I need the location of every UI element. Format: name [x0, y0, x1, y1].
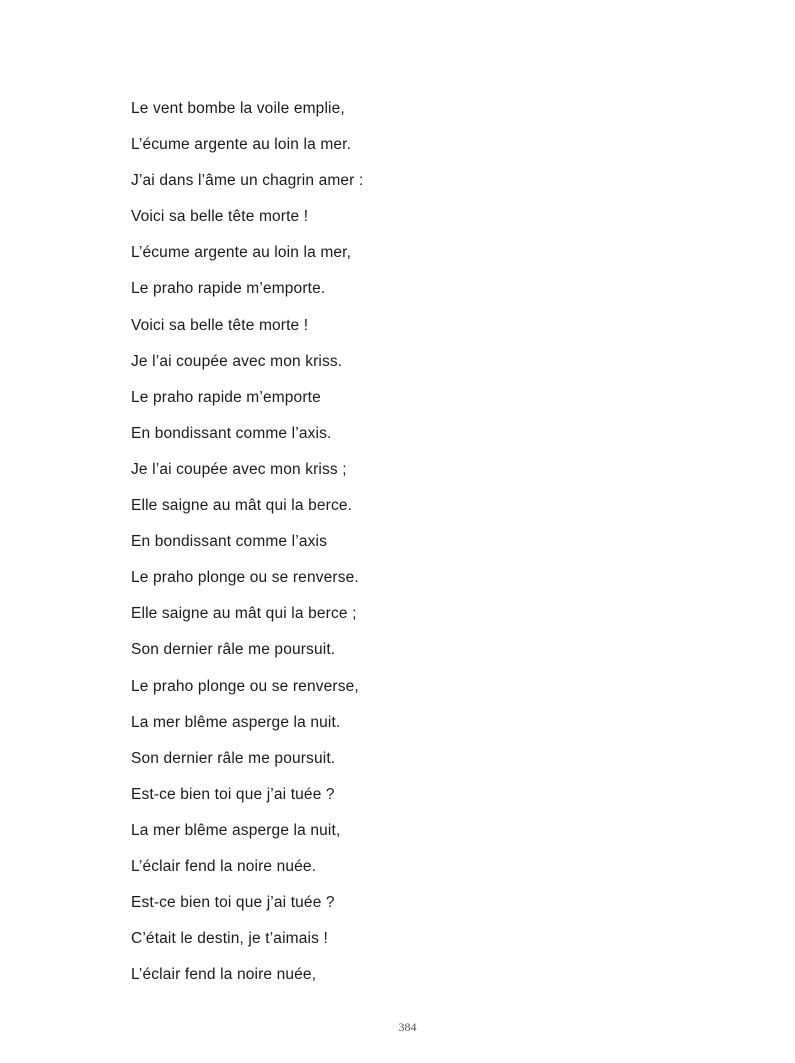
poem-line: Voici sa belle tête morte !: [131, 316, 309, 334]
poem-line: Elle saigne au mât qui la berce.: [131, 497, 353, 515]
poem-line: Je l’ai coupée avec mon kriss ;: [131, 460, 347, 478]
poem-line: L’écume argente au loin la mer,: [131, 244, 352, 262]
poem-stanza: [131, 97, 363, 999]
poem-line: Voici sa belle tête morte !: [131, 208, 309, 226]
poem-line: C’était le destin, je t’aimais !: [131, 930, 328, 948]
poem-line: Le praho rapide m’emporte.: [131, 280, 326, 298]
poem-line: Le praho plonge ou se renverse,: [131, 677, 359, 695]
poem-line: L’éclair fend la noire nuée.: [131, 857, 317, 875]
page-number: 384: [398, 1020, 417, 1034]
poem-line: Le praho plonge ou se renverse.: [131, 569, 359, 587]
poem-line: Son dernier râle me poursuit.: [131, 749, 336, 767]
poem-line: J’ai dans l’âme un chagrin amer :: [131, 172, 364, 190]
poem-line: Est-ce bien toi que j’ai tuée ?: [131, 785, 335, 803]
poem-line: La mer blême asperge la nuit,: [131, 821, 341, 839]
poem-line: En bondissant comme l’axis: [131, 533, 328, 551]
poem-line: Le praho rapide m’emporte: [131, 388, 321, 406]
poem-line: La mer blême asperge la nuit.: [131, 713, 341, 731]
poem-line: En bondissant comme l’axis.: [131, 424, 332, 442]
poem-line: Je l’ai coupée avec mon kriss.: [131, 352, 343, 370]
poem-line: Elle saigne au mât qui la berce ;: [131, 605, 357, 623]
poem-line: Le vent bombe la voile emplie,: [131, 100, 345, 117]
poem-line: L’éclair fend la noire nuée,: [131, 966, 317, 984]
poem-line: L’écume argente au loin la mer.: [131, 136, 352, 154]
poem-line: Son dernier râle me poursuit.: [131, 641, 336, 659]
poem-line: Est-ce bien toi que j’ai tuée ?: [131, 894, 335, 912]
